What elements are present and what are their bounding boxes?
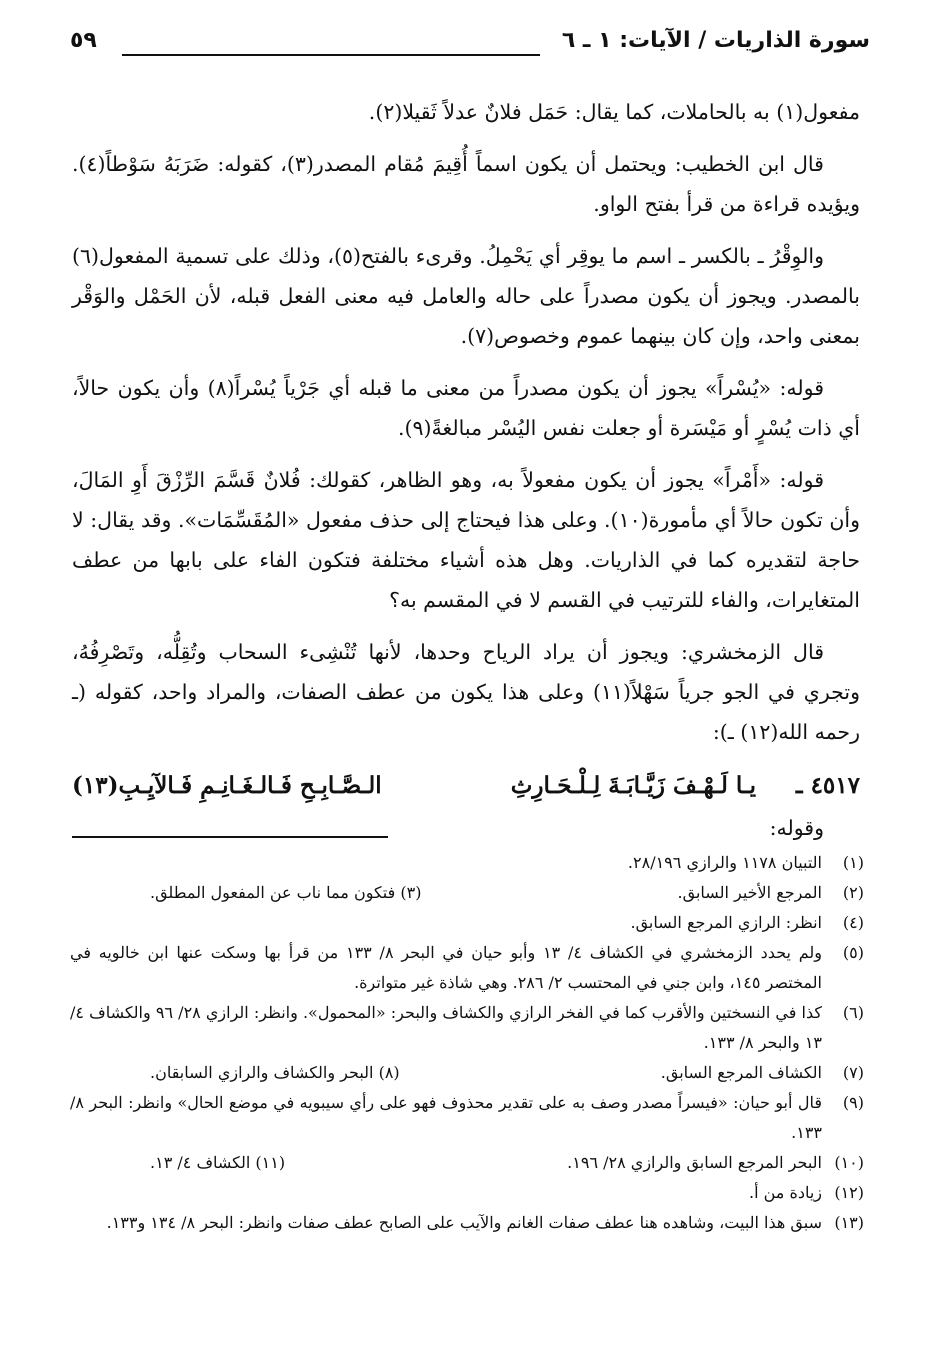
footnote-number: (٧)	[842, 1063, 864, 1082]
footnote-number: (١)	[842, 853, 864, 872]
poetry-verse	[72, 764, 860, 808]
footnote-text: (٨) البحر والكشاف والرازي السابقان.	[150, 1063, 400, 1082]
paragraph: قال الزمخشري: ويجوز أن يراد الرياح وحدها، لأنها تُنْشِىء السحاب وتُقِلُّه، وتَصْرِفُهُ، وتجري في الجو جرياً سَهْلاً(١١) وعلى هذا يكون من عطف الصفات، والمراد واحد، كقوله (ـ رحمه الله(١٢) ـ):	[72, 640, 860, 744]
paragraph: والوِقْرُ ـ بالكسر ـ اسم ما يوقِر أي يَحْمِلُ. وقرىء بالفتح(٥)، وذلك على تسمية المفعول(٦) بالمصدر. ويجوز أن يكون مصدراً على حاله والعامل فيه معنى الفعل قبله، لأن الحَمْل والوَقْر بمعنى واحد، وإن كان بينهما عموم وخصوص(٧).	[72, 244, 860, 348]
footnote	[70, 1058, 864, 1088]
header-rule	[122, 54, 540, 56]
footnote	[70, 998, 864, 1058]
footnote-text: المرجع الأخير السابق.	[677, 883, 822, 902]
page-number: ٥٩	[70, 28, 97, 53]
footnote-text: (٣) فتكون مما ناب عن المفعول المطلق.	[150, 883, 422, 902]
footnote-text: انظر: الرازي المرجع السابق.	[630, 913, 822, 932]
footnotes	[70, 848, 864, 1238]
footnote-number: (٤)	[842, 913, 864, 932]
paragraph: قوله: «أَمْراً» يجوز أن يكون مفعولاً به، وهو الظاهر، كقولك: فُلانٌ قَسَّمَ الرِّزْقَ أَوِ المَالَ، وأن تكون حالاً أي مأمورة(١٠). وعلى هذا فيحتاج إلى حذف مفعول «المُقَسِّمَات». وقد يقال: لا حاجة لتقديره كما في الذاريات. وهل هذه أشياء مختلفة فتكون الفاء على بابها من عطف المتغايرات، والفاء للترتيب في القسم لا في المقسم به؟	[72, 468, 860, 612]
footnote	[70, 1178, 864, 1208]
verse-hemistich-first: يـا لَـهْـفَ زَيَّـابَـةَ لِـلْـحَـارِثِ	[510, 772, 756, 799]
footnote-number: (٢)	[842, 883, 864, 902]
footnote	[70, 938, 864, 998]
footnote-text-pair	[70, 1058, 822, 1088]
main-text	[72, 92, 860, 860]
footnote-text: قال أبو حيان: «فيسراً مصدر وصف به على تقدير محذوف فهو على رأي سيبويه في موضع الحال» وانظر: البحر ٨/ ١٣٣.	[70, 1093, 822, 1142]
paragraph: وقوله:	[769, 816, 824, 840]
footnote-text: زيادة من أ.	[748, 1183, 822, 1202]
footnote-text: كذا في النسختين والأقرب كما في الفخر الرازي والكشاف والبحر: «المحمول». وانظر: الرازي ٢٨/ ٩٦ والكشاف ٤/ ١٣ والبحر ٨/ ١٣٣.	[70, 1003, 822, 1052]
footnote-number: (١٠)	[834, 1153, 864, 1172]
footnote-text: الكشاف المرجع السابق.	[660, 1063, 822, 1082]
footnote-text: سبق هذا البيت، وشاهده هنا عطف صفات الغانم والآيب على الصابح عطف صفات وانظر: البحر ٨/ ١٣٤ و١٣٣.	[106, 1213, 822, 1232]
footnote-number: (١٢)	[834, 1183, 864, 1202]
running-title: سورة الذاريات / الآيات: ١ ـ ٦	[561, 28, 870, 53]
footnote	[70, 878, 864, 908]
footnote	[70, 1208, 864, 1238]
paragraph: مفعول(١) به بالحاملات، كما يقال: حَمَل فلانٌ عدلاً ثَقيلا(٢).	[368, 100, 860, 124]
footnote-text: ولم يحدد الزمخشري في الكشاف ٤/ ١٣ وأبو حيان في البحر ٨/ ١٣٣ من قرأ بها وسكت عنها ابن خالويه في المختصر ١٤٥، وابن جني في المحتسب ٢/ ٢٨٦. وهي شاذة غير متواترة.	[70, 943, 823, 992]
footnote	[70, 908, 864, 938]
footnote-number: (٩)	[842, 1093, 864, 1112]
footnote	[70, 1148, 864, 1178]
footnote-text: البحر المرجع السابق والرازي ٢٨/ ١٩٦.	[567, 1153, 822, 1172]
footnote-text: (١١) الكشاف ٤/ ١٣.	[150, 1153, 286, 1172]
footnote-text-pair	[70, 878, 822, 908]
footnote-text: التبيان ١١٧٨ والرازي ٢٨/١٩٦.	[627, 853, 822, 872]
page-header	[70, 24, 870, 64]
verse-hemistich-second: الـصَّـابِـحِ فَـالـغَـانِـمِ فَـالآيِـبِ(١٣)	[72, 772, 382, 799]
footnote	[70, 848, 864, 878]
footnote	[70, 1088, 864, 1148]
footnote-number: (٦)	[842, 1003, 864, 1022]
footnote-number: (١٣)	[834, 1213, 864, 1232]
paragraph: قال ابن الخطيب: ويحتمل أن يكون اسماً أُقِيمَ مُقام المصدر(٣)، كقوله: ضَرَبَهُ سَوْطاً(٤). ويؤيده قراءة من قرأ بفتح الواو.	[72, 152, 860, 216]
footnote-text-pair	[70, 1148, 822, 1178]
footnote-separator	[72, 836, 388, 838]
verse-number: ٤٥١٧ ـ	[795, 772, 860, 799]
paragraph: قوله: «يُسْراً» يجوز أن يكون مصدراً من معنى ما قبله أي جَرْياً يُسْراً(٨) وأن يكون حالاً، أي ذات يُسْرٍ أو مَيْسَرة أو جعلت نفس اليُسْر مبالغةً(٩).	[72, 376, 860, 440]
footnote-number: (٥)	[842, 943, 864, 962]
